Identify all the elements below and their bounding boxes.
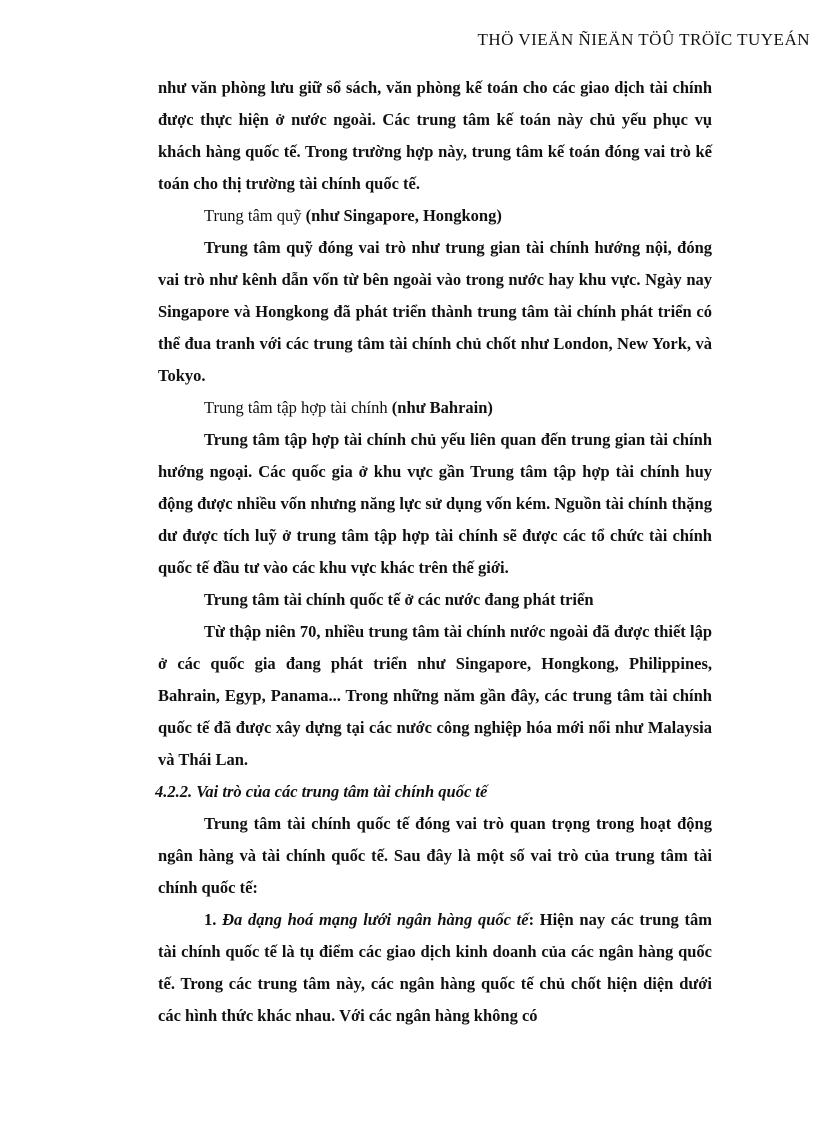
heading-developing-countries: Trung tâm tài chính quốc tế ở các nước đang phát triển bbox=[204, 590, 594, 609]
paragraph-collection-center: Trung tâm tập hợp tài chính chủ yếu liên quan đến trung gian tài chính hướng ngoại. Các quốc gia ở khu vực gần Trung tâm tập hợp tài chính huy động được nhiều vốn nhưng năng lực sử dụng vốn kém. Nguồn tài chính thặng dư được tích luỹ ở trung tâm tập hợp tài chính sẽ được các tổ chức tài chính quốc tế đầu tư vào các khu vực khác trên thế giới. bbox=[158, 430, 712, 577]
heading-fund-center bbox=[158, 200, 712, 232]
heading-fund-center-text: Trung tâm quỹ bbox=[204, 206, 306, 225]
paragraph-fund-center: Trung tâm quỹ đóng vai trò như trung gian tài chính hướng nội, đóng vai trò như kênh dẫn vốn từ bên ngoài vào trong nước hay khu vực. Ngày nay Singapore và Hongkong đã phát triển thành trung tâm tài chính phát triển có thể đua tranh với các trung tâm tài chính chủ chốt như London, New York, và Tokyo. bbox=[158, 238, 712, 385]
list-item-1-number: 1. bbox=[204, 910, 223, 929]
document-body bbox=[155, 72, 712, 1032]
list-item-1-title: Đa dạng hoá mạng lưới ngân hàng quốc tế bbox=[222, 910, 529, 929]
paragraph-roles-intro: Trung tâm tài chính quốc tế đóng vai trò quan trọng trong hoạt động ngân hàng và tài chính quốc tế. Sau đây là một số vai trò của trung tâm tài chính quốc tế: bbox=[158, 814, 712, 897]
heading-fund-center-example: (như Singapore, Hongkong) bbox=[305, 206, 502, 225]
paragraph-developing-countries: Từ thập niên 70, nhiều trung tâm tài chính nước ngoài đã được thiết lập ở các quốc gia đang phát triển như Singapore, Hongkong, Philippines, Bahrain, Egyp, Panama... Trong những năm gần đây, các trung tâm tài chính quốc tế đã được xây dựng tại các nước công nghiệp hóa mới nổi như Malaysia và Thái Lan. bbox=[158, 622, 712, 769]
section-heading-4-2-2: 4.2.2. Vai trò của các trung tâm tài chính quốc tế bbox=[155, 782, 488, 801]
paragraph-accounting-centers: như văn phòng lưu giữ sổ sách, văn phòng kế toán cho các giao dịch tài chính được thực hiện ở nước ngoài. Các trung tâm kế toán này chủ yếu phục vụ khách hàng quốc tế. Trong trường hợp này, trung tâm kế toán đóng vai trò kế toán cho thị trường tài chính quốc tế. bbox=[158, 78, 712, 193]
list-item-1-text: : Hiện nay các trung tâm tài chính quốc tế là tụ điểm các giao dịch kinh doanh của các ngân hàng quốc tế. Trong các trung tâm này, các ngân hàng quốc tế chủ chốt hiện diện dưới các hình thức khác nhau. Với các ngân hàng không có bbox=[158, 910, 712, 1025]
page-header: THÖ VIEÄN ÑIEÄN TÖÛ TRÖÏC TUYEÁN bbox=[477, 30, 810, 49]
list-item-1 bbox=[158, 904, 712, 1032]
heading-collection-center-example: (như Bahrain) bbox=[391, 398, 493, 417]
heading-collection-center bbox=[158, 392, 712, 424]
heading-collection-center-text: Trung tâm tập hợp tài chính bbox=[204, 398, 392, 417]
